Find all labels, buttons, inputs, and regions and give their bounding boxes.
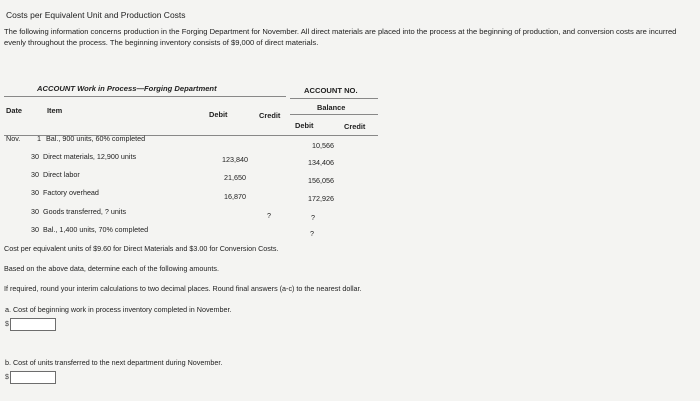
row-2-item: Direct materials, 12,900 units (43, 152, 137, 161)
row-5-item: Goods transferred, ? units (43, 207, 127, 216)
account-number-label: ACCOUNT NO. (304, 86, 358, 95)
problem-intro: The following information concerns production in the Forging Department for November. All direct materials are placed into the process at the beginning of production, and conversion costs are incurred evenly throughout the process. The beginning inventory consists of $9,000 of direct materials. (4, 27, 677, 47)
row-3-item: Direct labor (43, 170, 80, 179)
question-b-answer-input[interactable] (10, 371, 56, 384)
row-1-balance-debit: 10,566 (312, 141, 334, 150)
header-item: Item (47, 106, 63, 115)
header-balance: Balance (317, 103, 346, 112)
row-4-balance-debit: 172,926 (308, 194, 334, 203)
row-3-day: 30 (31, 170, 39, 179)
row-2-debit: 123,840 (222, 155, 248, 164)
row-1-day: 1 (37, 134, 41, 143)
header-credit: Credit (259, 111, 281, 120)
header-balance-credit: Credit (344, 122, 366, 131)
row-2-balance-debit: 134,406 (308, 158, 334, 167)
row-6-day: 30 (31, 225, 39, 234)
question-b-dollar-sign: $ (5, 374, 9, 381)
question-b-label: b. Cost of units transferred to the next department during November. (5, 358, 223, 367)
header-rule-right (290, 98, 378, 99)
row-1-item: Bal., 900 units, 60% completed (46, 134, 146, 143)
row-5-credit: ? (267, 211, 271, 220)
cost-per-equivalent-unit-note: Cost per equivalent units of $9.60 for Direct Materials and $3.00 for Conversion Costs. (4, 244, 279, 253)
header-balance-debit: Debit (295, 121, 314, 130)
balance-rule (290, 114, 378, 115)
row-3-debit: 21,650 (224, 173, 246, 182)
header-date: Date (6, 106, 23, 115)
row-6-balance-debit: ? (310, 229, 314, 238)
header-debit: Debit (209, 110, 228, 119)
row-4-debit: 16,870 (224, 192, 246, 201)
row-5-balance-debit: ? (311, 213, 315, 222)
row-6-item: Bal., 1,400 units, 70% completed (43, 225, 149, 234)
question-a-label: a. Cost of beginning work in process inventory completed in November. (5, 305, 232, 314)
row-3-balance-debit: 156,056 (308, 176, 334, 185)
instructions-text: Based on the above data, determine each of the following amounts. (4, 264, 219, 273)
row-2-day: 30 (31, 152, 39, 161)
question-a-dollar-sign: $ (5, 321, 9, 328)
account-title: ACCOUNT Work in Process—Forging Department (37, 84, 217, 93)
header-rule-left (4, 96, 286, 97)
row-4-item: Factory overhead (43, 188, 99, 197)
row-1-date: Nov. (6, 134, 21, 143)
row-5-day: 30 (31, 207, 39, 216)
row-4-day: 30 (31, 188, 39, 197)
rounding-instructions: If required, round your interim calculations to two decimal places. Round final answers (a-c) to the nearest dollar. (4, 284, 362, 293)
question-a-answer-input[interactable] (10, 318, 56, 331)
page-title: Costs per Equivalent Unit and Production Costs (6, 10, 186, 20)
